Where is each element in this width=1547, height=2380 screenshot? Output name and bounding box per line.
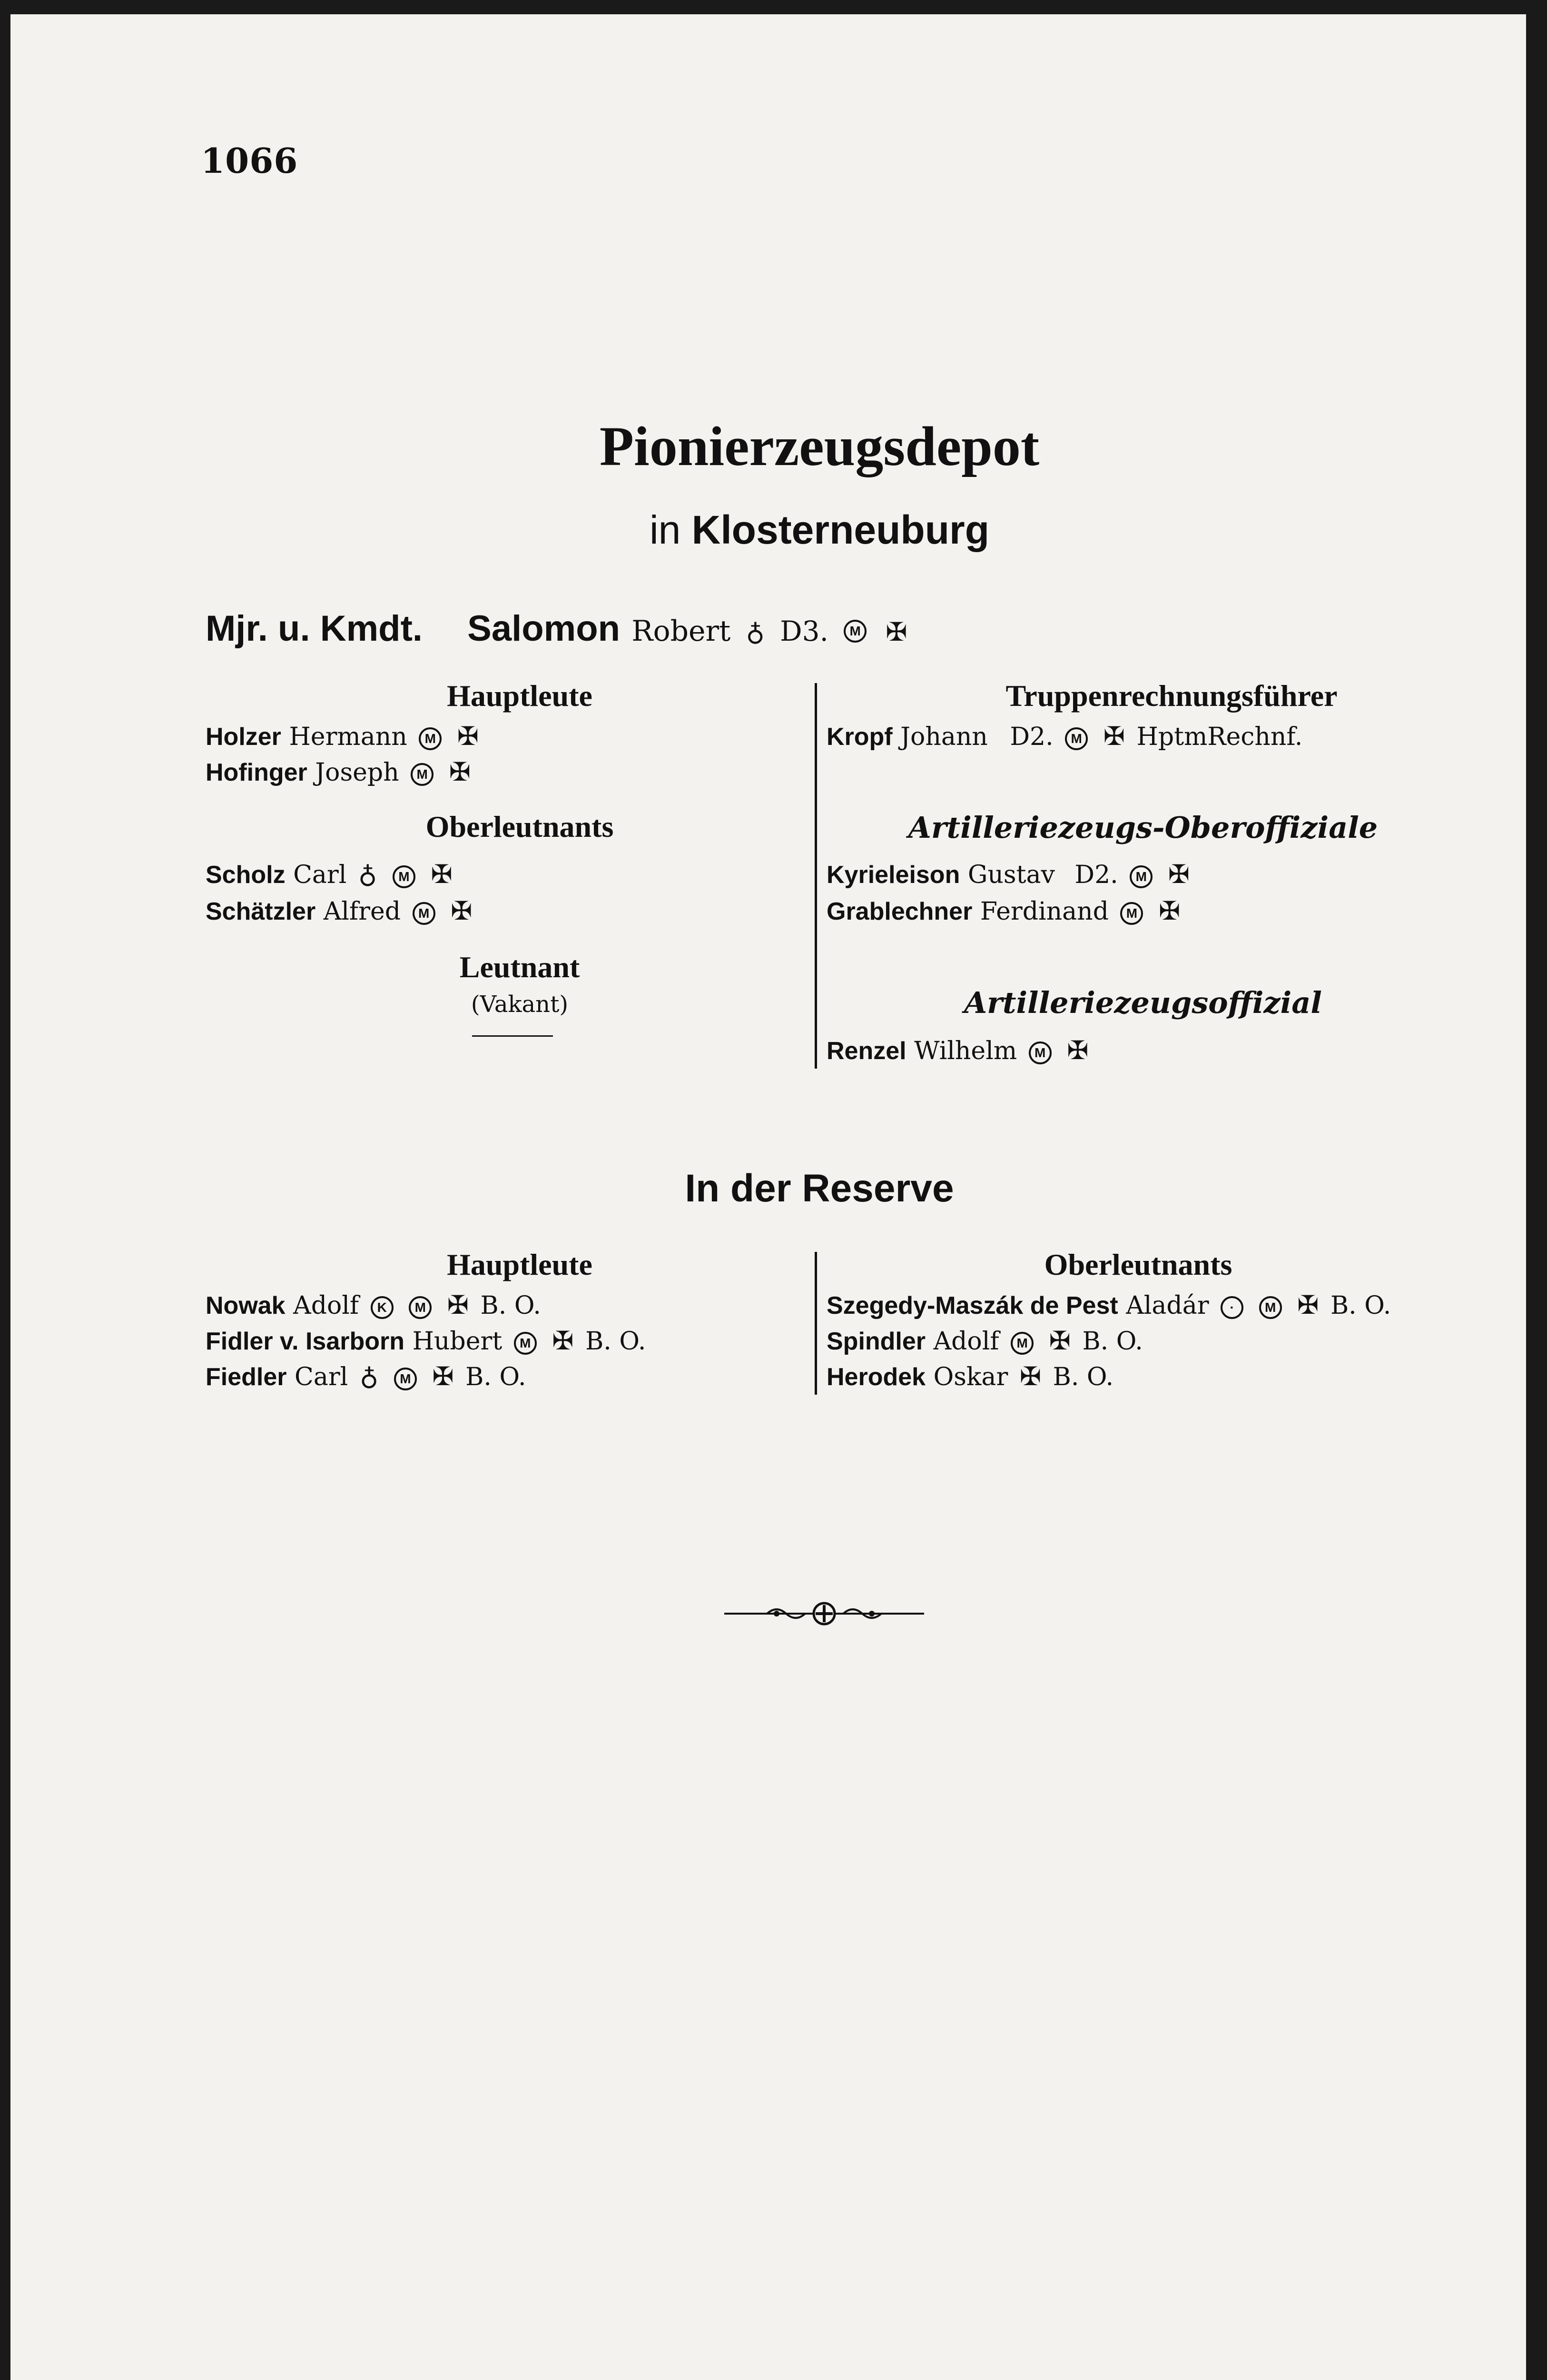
cross-icon: ✠ [449,757,471,787]
person-surname: Hofinger [206,759,307,786]
medal-icon: M [844,620,867,643]
person-given: Gustav [967,861,1055,889]
medal-icon: M [1065,727,1088,750]
person-suffix: B. O. [1053,1363,1113,1391]
medal-icon: M [1120,902,1143,925]
person-surname: Kyrieleison [827,861,960,889]
medal-icon: M [1130,865,1153,888]
subtitle-prefix: in [649,507,681,552]
reserve-hauptmann-row [206,1361,526,1391]
section-rule [472,1035,553,1037]
person-suffix: B. O. [585,1327,646,1356]
commander-surname: Salomon [467,608,621,649]
order-ring-icon: ♁ [358,859,377,889]
oberleutnant-row [206,859,456,889]
person-given: Adolf [933,1327,999,1356]
person-surname: Nowak [206,1292,286,1319]
k-medal-icon: K [371,1296,394,1319]
oberleutnant-row [206,896,476,926]
person-given: Hermann [289,723,407,751]
reserve-oberleutnants-heading: Oberleutnants [1044,1248,1232,1281]
offizial-row [827,1035,1092,1065]
person-surname: Fidler v. Isarborn [206,1328,405,1355]
medal-icon: M [1259,1296,1282,1319]
document-page [10,14,1526,2380]
cross-icon: ✠ [432,1361,454,1391]
person-suffix: HptmRechnf. [1136,723,1303,751]
page-title: Pionierzeugsdepot [599,415,1040,477]
hauptmann-row [206,721,483,751]
medal-icon: M [413,902,435,925]
oberoffiziale-heading: Artilleriezeugs-Oberoffiziale [908,810,1378,845]
person-surname: Holzer [206,723,281,751]
offizial-heading: Artilleriezeugsoffizial [964,985,1322,1020]
person-given: Wilhelm [914,1037,1017,1065]
person-surname: Scholz [206,861,286,889]
person-surname: Grablechner [827,898,973,925]
cross-icon: ✠ [1019,1361,1042,1391]
person-marks: D2. [1010,723,1054,751]
person-surname: Renzel [827,1037,907,1065]
person-suffix: B. O. [465,1363,526,1391]
person-given: Joseph [315,758,399,787]
person-surname: Fiedler [206,1363,287,1391]
reserve-oberleutnant-row [827,1326,1143,1356]
person-given: Carl [293,861,347,889]
person-given: Aladár [1126,1291,1209,1320]
leutnant-heading: Leutnant [459,950,580,984]
medal-icon: M [419,727,442,750]
reserve-oberleutnant-row [827,1361,1113,1391]
person-given: Ferdinand [980,897,1109,926]
commander-line [206,607,911,649]
medal-icon: M [1029,1041,1052,1064]
oberoffizial-row [827,859,1193,889]
cross-icon: ✠ [431,859,453,889]
person-given: Alfred [323,897,401,926]
person-given: Hubert [412,1327,503,1356]
commander-rank: Mjr. u. Kmdt. [206,608,423,649]
person-given: Oskar [933,1363,1008,1391]
order-ring-icon: ♁ [746,617,765,647]
leutnant-vacancy: (Vakant) [471,991,569,1018]
cross-icon: ✠ [1159,896,1181,926]
commander-given: Robert [631,615,731,648]
cross-icon: ✠ [447,1290,469,1320]
person-given: Adolf [293,1291,359,1320]
person-given: Carl [295,1363,348,1391]
reserve-hauptmann-row [206,1290,541,1320]
reserve-heading: In der Reserve [685,1167,954,1210]
person-surname: Herodek [827,1363,926,1391]
oberoffizial-row [827,896,1184,926]
cross-icon: ✠ [457,721,479,751]
cross-icon: ✠ [886,617,907,647]
dot-medal-icon: · [1221,1296,1243,1319]
reserve-hauptleute-heading: Hauptleute [447,1248,592,1281]
person-surname: Kropf [827,723,893,751]
reserve-hauptmann-row [206,1326,646,1356]
medal-icon: M [409,1296,432,1319]
person-surname: Szegedy-Maszák de Pest [827,1292,1118,1319]
oberleutnants-heading: Oberleutnants [425,810,614,843]
person-suffix: B. O. [1082,1327,1143,1356]
cross-icon: ✠ [451,896,473,926]
subtitle-place: Klosterneuburg [691,507,990,552]
medal-icon: M [393,865,415,888]
cross-icon: ✠ [552,1326,574,1356]
medal-icon: M [1011,1332,1034,1355]
page-subtitle [10,507,1526,553]
cross-icon: ✠ [1103,721,1125,751]
cross-icon: ✠ [1297,1290,1319,1320]
ornament-divider-icon [724,1599,924,1628]
medal-icon: M [394,1368,417,1390]
reserve-oberleutnant-row [827,1290,1391,1320]
order-ring-icon: ♁ [359,1361,379,1391]
hauptleute-heading: Hauptleute [447,679,592,713]
cross-icon: ✠ [1049,1326,1071,1356]
person-given: Johann [900,723,988,751]
hauptmann-row [206,757,474,787]
page-number: 1066 [201,140,298,181]
column-divider [815,1252,817,1395]
person-marks: D2. [1074,861,1118,889]
person-surname: Schätzler [206,898,316,925]
column-divider [815,683,817,1069]
truppenrechnungsfuehrer-heading: Truppenrechnungsführer [1005,679,1338,713]
person-suffix: B. O. [480,1291,541,1320]
cross-icon: ✠ [1067,1035,1089,1065]
rechnungsfuehrer-row [827,721,1302,751]
medal-icon: M [411,763,434,786]
commander-marks: D3. [780,615,828,647]
medal-icon: M [514,1332,537,1355]
person-surname: Spindler [827,1328,926,1355]
cross-icon: ✠ [1168,859,1190,889]
person-suffix: B. O. [1330,1291,1391,1320]
